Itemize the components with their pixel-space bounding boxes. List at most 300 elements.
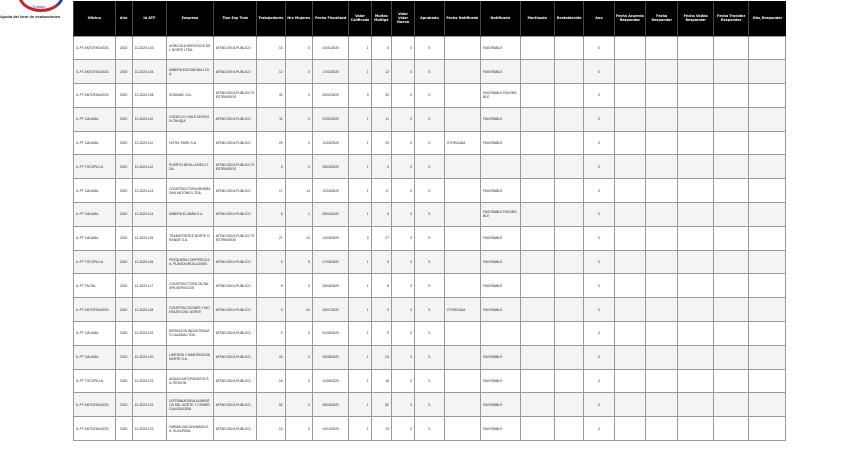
- table-cell: S: [415, 345, 444, 369]
- table-cell: 0: [391, 322, 414, 346]
- table-cell: 2020: [115, 345, 132, 369]
- table-cell: CONSTRUCTORA TALTAL SPA SERVICIOS: [167, 274, 214, 298]
- table-cell: 17/05/2020: [312, 250, 348, 274]
- table-cell: [444, 84, 480, 108]
- table-cell: 0: [285, 107, 312, 131]
- data-table: [73, 1, 786, 441]
- column-header[interactable]: Valor Calificado: [349, 1, 371, 36]
- table-row[interactable]: [74, 107, 786, 131]
- table-cell: 0: [349, 226, 371, 250]
- table-cell: 32: [371, 84, 391, 108]
- table-cell: [749, 36, 786, 60]
- table-cell: 1: [349, 417, 371, 441]
- table-cell: 5: [257, 250, 285, 274]
- table-cell: 2020: [115, 322, 132, 346]
- table-cell: 0: [285, 84, 312, 108]
- table-cell: IL.PT TALTAL: [74, 274, 116, 298]
- table-cell: [713, 203, 748, 227]
- table-cell: 8: [371, 274, 391, 298]
- table-cell: 2020: [115, 417, 132, 441]
- column-header[interactable]: Ano: [584, 1, 614, 36]
- table-cell: 0: [285, 36, 312, 60]
- table-cell: 24: [285, 298, 312, 322]
- table-cell: IL.PT ANTOFAGASTA: [74, 417, 116, 441]
- table-cell: MINERA ESCONDIDA LTDA.: [167, 60, 214, 84]
- table-cell: 11/09/2020: [312, 369, 348, 393]
- table-cell: 29: [371, 131, 391, 155]
- table-cell: [554, 179, 583, 203]
- table-cell: [444, 107, 480, 131]
- table-cell: [646, 417, 678, 441]
- table-row[interactable]: [74, 60, 786, 84]
- table-cell: 11: [371, 107, 391, 131]
- table-cell: 0: [584, 203, 614, 227]
- table-cell: 2020: [115, 60, 132, 84]
- table-cell: FAVORABLE: [481, 250, 520, 274]
- table-cell: 1: [349, 393, 371, 417]
- table-cell: 1: [349, 345, 371, 369]
- table-cell: [554, 274, 583, 298]
- table-cell: 20/01/2020: [312, 36, 348, 60]
- table-cell: [646, 179, 678, 203]
- table-cell: 12-2020-118: [132, 298, 166, 322]
- table-cell: 0: [391, 298, 414, 322]
- table-cell: 2020: [115, 131, 132, 155]
- table-cell: 0: [584, 393, 614, 417]
- table-cell: DISTRIBUIDORA ALIMENTOS DEL NORTE Y COMERCIALIZADORA: [167, 393, 214, 417]
- table-cell: 17: [371, 179, 391, 203]
- table-cell: AGRICOLA SERVICIOS DEL NORTE LTDA.: [167, 36, 214, 60]
- table-cell: 12-2020-104: [132, 60, 166, 84]
- table-cell: 1: [349, 107, 371, 131]
- table-row[interactable]: [74, 393, 786, 417]
- table-cell: 3: [257, 298, 285, 322]
- table-cell: 0: [584, 131, 614, 155]
- table-cell: 28/09/2020: [312, 393, 348, 417]
- table-cell: ATENCION A PUBLICO: [213, 203, 257, 227]
- table-cell: 0: [584, 84, 614, 108]
- table-cell: [520, 60, 554, 84]
- table-cell: FAVORABLE FAVORABLE: [481, 203, 520, 227]
- column-header[interactable]: Fecha Respondar: [646, 1, 678, 36]
- table-cell: 12: [257, 60, 285, 84]
- table-cell: 0: [349, 84, 371, 108]
- table-cell: [614, 322, 645, 346]
- table-cell: 0: [391, 226, 414, 250]
- table-cell: 12-2020-113: [132, 179, 166, 203]
- table-cell: [614, 60, 645, 84]
- column-header[interactable]: Fecha Tracidez Respondar: [713, 1, 748, 36]
- table-cell: SERVICIOS INDUSTRIALES CALAMA LTDA.: [167, 322, 214, 346]
- table-row[interactable]: [74, 369, 786, 393]
- table-cell: [713, 393, 748, 417]
- table-cell: 0: [285, 60, 312, 84]
- table-cell: [614, 298, 645, 322]
- table-cell: FARMACIAS AHUMADA S.A. SUCURSAL: [167, 417, 214, 441]
- table-row[interactable]: [74, 36, 786, 60]
- table-cell: [554, 36, 583, 60]
- table-cell: 0: [285, 417, 312, 441]
- table-cell: 4: [371, 155, 391, 179]
- table-cell: 2020: [115, 250, 132, 274]
- table-cell: [713, 345, 748, 369]
- table-cell: [444, 226, 480, 250]
- table-cell: [520, 369, 554, 393]
- column-header[interactable]: Año: [115, 1, 132, 36]
- table-cell: 13: [257, 417, 285, 441]
- table-cell: 1: [349, 179, 371, 203]
- table-cell: 2020: [115, 393, 132, 417]
- table-cell: [520, 250, 554, 274]
- table-cell: [554, 203, 583, 227]
- table-cell: 12-2020-122: [132, 393, 166, 417]
- table-cell: [614, 203, 645, 227]
- column-header[interactable]: Fecha Valido Respondar: [678, 1, 713, 36]
- table-cell: ATENCION A PUBLICO RESTRINGIDO: [213, 84, 257, 108]
- table-cell: [749, 226, 786, 250]
- table-cell: [614, 131, 645, 155]
- table-cell: [749, 417, 786, 441]
- table-cell: [749, 203, 786, 227]
- table-cell: [678, 322, 713, 346]
- table-cell: 0: [391, 131, 414, 155]
- table-cell: 0: [391, 203, 414, 227]
- table-cell: S: [415, 298, 444, 322]
- table-cell: [646, 369, 678, 393]
- table-cell: FAVORABLE: [481, 393, 520, 417]
- table-cell: PUERTO MEJILLONES LTDA.: [167, 155, 214, 179]
- table-cell: [749, 179, 786, 203]
- table-cell: [713, 36, 748, 60]
- table-cell: CONSTRUCCIONES Y MONTAJES DEL NORTE: [167, 298, 214, 322]
- table-cell: [646, 203, 678, 227]
- table-cell: [444, 36, 480, 60]
- table-cell: [646, 36, 678, 60]
- table-cell: [749, 393, 786, 417]
- table-cell: 0: [391, 345, 414, 369]
- table-cell: IL.PT TOCOPILLA: [74, 369, 116, 393]
- table-cell: 28/04/2020: [312, 203, 348, 227]
- table-cell: FAVORABLE: [481, 274, 520, 298]
- table-cell: [678, 274, 713, 298]
- header-logo: [0, 0, 76, 24]
- table-cell: [554, 155, 583, 179]
- table-cell: S: [415, 226, 444, 250]
- table-cell: 2020: [115, 179, 132, 203]
- table-cell: FAVORABLE: [481, 417, 520, 441]
- table-cell: [646, 345, 678, 369]
- table-cell: [554, 369, 583, 393]
- table-cell: [678, 345, 713, 369]
- table-cell: [713, 322, 748, 346]
- table-cell: 0: [584, 60, 614, 84]
- table-cell: [614, 369, 645, 393]
- table-cell: [646, 226, 678, 250]
- table-cell: [444, 345, 480, 369]
- logo-subtitle: Trabajo: [32, 4, 46, 9]
- table-row[interactable]: [74, 298, 786, 322]
- table-cell: [520, 131, 554, 155]
- table-cell: 32: [257, 84, 285, 108]
- column-header[interactable]: Valor Valor Nuevo: [391, 1, 414, 36]
- table-cell: 24: [371, 345, 391, 369]
- table-cell: 12-2020-120: [132, 345, 166, 369]
- table-cell: [749, 369, 786, 393]
- table-cell: ATENCION A PUBLICO: [213, 131, 257, 155]
- column-header[interactable]: Restablecido: [554, 1, 583, 36]
- table-cell: 12: [371, 60, 391, 84]
- table-cell: 14/10/2020: [312, 417, 348, 441]
- table-cell: S: [415, 131, 444, 155]
- table-header-row: [74, 1, 786, 36]
- table-cell: [520, 107, 554, 131]
- table-cell: [678, 131, 713, 155]
- table-cell: CONSTRUCTORA MINERA SAN ANTONIO LTDA.: [167, 179, 214, 203]
- table-cell: IL.PT CALAMA: [74, 345, 116, 369]
- table-cell: [554, 298, 583, 322]
- table-cell: [678, 417, 713, 441]
- table-cell: [614, 84, 645, 108]
- table-cell: [749, 131, 786, 155]
- table-cell: [749, 107, 786, 131]
- table-cell: 2020: [115, 36, 132, 60]
- table-cell: 3: [371, 298, 391, 322]
- table-row[interactable]: [74, 179, 786, 203]
- table-cell: ATENCION A PUBLICO: [213, 345, 257, 369]
- table-row[interactable]: [74, 84, 786, 108]
- table-cell: S: [415, 393, 444, 417]
- table-cell: OTORGADA: [444, 131, 480, 155]
- table-cell: 0: [391, 369, 414, 393]
- table-cell: 12-2020-112: [132, 155, 166, 179]
- table-cell: [520, 322, 554, 346]
- table-cell: 0: [584, 298, 614, 322]
- table-cell: HOTEL PARK S.A.: [167, 131, 214, 155]
- table-cell: 2020: [115, 84, 132, 108]
- table-cell: [520, 298, 554, 322]
- table-cell: S: [415, 417, 444, 441]
- column-header[interactable]: Trabajadores: [257, 1, 285, 36]
- table-cell: 0: [391, 274, 414, 298]
- table-cell: [678, 36, 713, 60]
- table-cell: S: [415, 60, 444, 84]
- column-header[interactable]: Mortiusdo: [520, 1, 554, 36]
- table-cell: [646, 393, 678, 417]
- table-cell: 12-2020-103: [132, 36, 166, 60]
- table-cell: [520, 274, 554, 298]
- table-row[interactable]: [74, 131, 786, 155]
- table-cell: 0: [285, 155, 312, 179]
- table-cell: FAVORABLE: [481, 298, 520, 322]
- table-cell: PESQUERA CORPESCA S.A. PLANTA MEJILLONES: [167, 250, 214, 274]
- table-cell: [481, 155, 520, 179]
- table-cell: [713, 60, 748, 84]
- table-cell: [713, 107, 748, 131]
- table-cell: 2020: [115, 155, 132, 179]
- table-cell: 1: [349, 369, 371, 393]
- table-cell: IL.PT ANTOFAGASTA: [74, 60, 116, 84]
- column-header[interactable]: Oficina: [74, 1, 116, 36]
- table-cell: IL.PT ANTOFAGASTA: [74, 393, 116, 417]
- table-cell: [554, 417, 583, 441]
- table-row[interactable]: [74, 274, 786, 298]
- table-cell: IL.PT ANTOFAGASTA: [74, 36, 116, 60]
- table-cell: [713, 369, 748, 393]
- table-cell: 0: [285, 345, 312, 369]
- table-cell: 12-2020-117: [132, 274, 166, 298]
- table-cell: 1: [349, 298, 371, 322]
- table-cell: 1: [349, 250, 371, 274]
- table-cell: [713, 274, 748, 298]
- column-header[interactable]: Id ATP: [132, 1, 166, 36]
- table-cell: 0: [584, 369, 614, 393]
- table-cell: 25/03/2020: [312, 155, 348, 179]
- table-cell: 0: [391, 36, 414, 60]
- table-cell: S: [415, 179, 444, 203]
- table-cell: [713, 298, 748, 322]
- table-cell: 0: [285, 274, 312, 298]
- table-cell: S: [415, 369, 444, 393]
- table-cell: [444, 393, 480, 417]
- column-header[interactable]: Fecha Notificada: [444, 1, 480, 36]
- table-cell: [554, 345, 583, 369]
- column-header[interactable]: Multas Multiga: [371, 1, 391, 36]
- table-cell: [614, 36, 645, 60]
- column-header[interactable]: Empresa: [167, 1, 214, 36]
- table-cell: 15/07/2020: [312, 298, 348, 322]
- table-cell: [520, 179, 554, 203]
- table-cell: 0: [584, 107, 614, 131]
- table-cell: IL.PT TOCOPILLA: [74, 250, 116, 274]
- table-cell: 12-2020-115: [132, 226, 166, 250]
- table-cell: 14: [257, 36, 285, 60]
- table-cell: IL.PT ANTOFAGASTA: [74, 298, 116, 322]
- column-header[interactable]: Obs_Respondar: [749, 1, 786, 36]
- table-cell: [614, 345, 645, 369]
- table-cell: 0: [584, 179, 614, 203]
- table-row[interactable]: [74, 203, 786, 227]
- table-cell: 1: [349, 274, 371, 298]
- table-cell: 1: [349, 203, 371, 227]
- table-cell: ATENCION A PUBLICO: [213, 322, 257, 346]
- table-cell: 12-2020-123: [132, 417, 166, 441]
- table-cell: S: [415, 322, 444, 346]
- table-cell: FAVORABLE: [481, 60, 520, 84]
- table-cell: IL.PT CALAMA: [74, 107, 116, 131]
- table-cell: S: [415, 155, 444, 179]
- table-cell: 24: [257, 345, 285, 369]
- table-cell: 0: [391, 107, 414, 131]
- table-cell: 6: [257, 203, 285, 227]
- table-cell: [749, 322, 786, 346]
- table-cell: 0: [285, 131, 312, 155]
- table-cell: 12-2020-116: [132, 250, 166, 274]
- table-cell: 52: [371, 393, 391, 417]
- table-cell: OTORGADA: [444, 298, 480, 322]
- table-cell: TRANSPORTES NORTE GRANDE S.A.: [167, 226, 214, 250]
- table-cell: [678, 203, 713, 227]
- column-header[interactable]: Notificado: [481, 1, 520, 36]
- table-cell: 11/03/2020: [312, 131, 348, 155]
- table-cell: [444, 417, 480, 441]
- table-cell: [520, 393, 554, 417]
- column-header[interactable]: Aprobado: [415, 1, 444, 36]
- table-cell: 52: [257, 393, 285, 417]
- table-row[interactable]: [74, 417, 786, 441]
- table-cell: 14/05/2020: [312, 226, 348, 250]
- table-cell: ATENCION A PUBLICO RESTRINGIDO: [213, 226, 257, 250]
- table-cell: [554, 393, 583, 417]
- table-cell: [614, 250, 645, 274]
- table-cell: [614, 417, 645, 441]
- table-cell: 2020: [115, 274, 132, 298]
- table-cell: [713, 226, 748, 250]
- table-cell: [713, 417, 748, 441]
- table-cell: S: [415, 36, 444, 60]
- table-row[interactable]: [74, 226, 786, 250]
- table-cell: 6: [371, 203, 391, 227]
- table-cell: [520, 417, 554, 441]
- table-row[interactable]: [74, 345, 786, 369]
- table-cell: [444, 250, 480, 274]
- table-cell: 12/04/2020: [312, 179, 348, 203]
- table-cell: 12-2020-111: [132, 131, 166, 155]
- table-cell: [444, 274, 480, 298]
- table-cell: 2020: [115, 298, 132, 322]
- table-cell: 4: [257, 155, 285, 179]
- column-header[interactable]: Hrs Mujeres: [285, 1, 312, 36]
- table-cell: [646, 298, 678, 322]
- table-cell: 0: [285, 393, 312, 417]
- table-cell: [713, 131, 748, 155]
- table-cell: IL.PT CALAMA: [74, 179, 116, 203]
- table-cell: FAVORABLE: [481, 345, 520, 369]
- table-cell: [520, 36, 554, 60]
- table-row[interactable]: [74, 250, 786, 274]
- table-cell: 20/02/2020: [312, 84, 348, 108]
- table-cell: FAVORABLE: [481, 369, 520, 393]
- table-cell: [444, 60, 480, 84]
- table-cell: MINERA EL ABRA S.A.: [167, 203, 214, 227]
- column-header[interactable]: Tipo Exp Trab: [213, 1, 257, 36]
- table-cell: 0: [584, 36, 614, 60]
- table-cell: 5: [371, 250, 391, 274]
- table-row[interactable]: [74, 155, 786, 179]
- table-cell: [520, 345, 554, 369]
- table-cell: [749, 274, 786, 298]
- table-cell: IL.PT ANTOFAGASTA: [74, 84, 116, 108]
- column-header[interactable]: Fecha Acuerdo Respondar: [614, 1, 645, 36]
- table-cell: [444, 179, 480, 203]
- table-cell: 0: [584, 417, 614, 441]
- table-cell: S: [415, 203, 444, 227]
- table-cell: ATENCION A PUBLICO: [213, 274, 257, 298]
- table-cell: ATENCION A PUBLICO: [213, 393, 257, 417]
- table-cell: 1: [285, 203, 312, 227]
- table-cell: IL.PT CALAMA: [74, 322, 116, 346]
- table-cell: [520, 203, 554, 227]
- table-cell: 0: [584, 226, 614, 250]
- table-cell: [554, 60, 583, 84]
- column-header[interactable]: Fecha Fiscalizad: [312, 1, 348, 36]
- table-cell: 0: [391, 250, 414, 274]
- table-cell: [444, 203, 480, 227]
- table-cell: 12-2020-110: [132, 107, 166, 131]
- table-cell: [614, 226, 645, 250]
- table-row[interactable]: [74, 322, 786, 346]
- table-cell: 27: [257, 226, 285, 250]
- table-cell: FAVORABLE: [481, 179, 520, 203]
